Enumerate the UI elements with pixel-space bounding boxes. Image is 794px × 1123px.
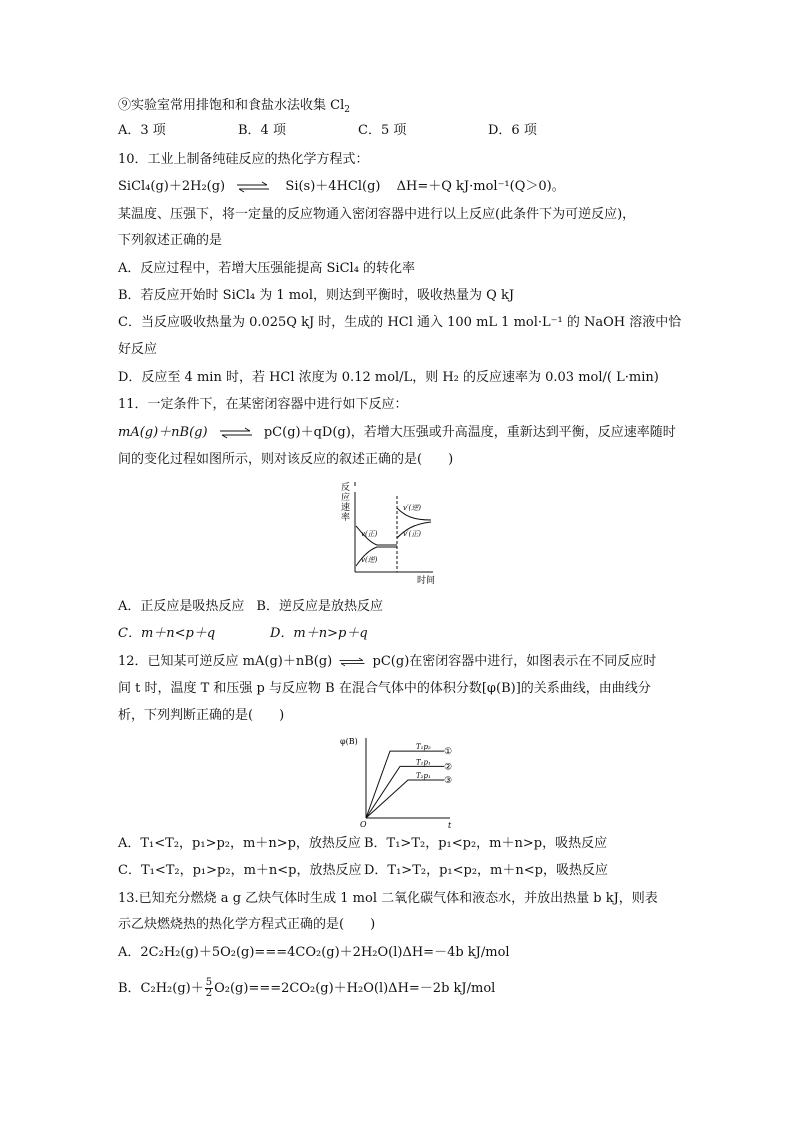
q12-option-c: C．T₁<T₂，p₁>p₂，m＋n<p，放热反应 — [118, 863, 362, 878]
q12-stem-line3: 析，下列判断正确的是( ) — [118, 708, 285, 723]
q12-option-d: D．T₁>T₂，p₁<p₂，m＋n<p，吸热反应 — [364, 863, 608, 878]
q12-ylabel: φ(B) — [340, 737, 358, 746]
q12-title: 12．已知某可逆反应 mA(g)＋nB(g) pC(g)在密闭容器中进行，如图表示在不同反应时 — [118, 654, 657, 669]
q11-equation: mA(g)＋nB(g) pC(g)＋qD(g)，若增大压强或升高温度，重新达到平衡，反应速率随时 — [118, 425, 676, 440]
q11-ylabel-3: 速 — [341, 503, 351, 513]
q12-curve-label-2: T₁p₁ — [416, 758, 431, 767]
q10-stem-line1: 某温度、压强下，将一定量的反应物通入密闭容器中进行以上反应(此条件下为可逆反应)， — [118, 207, 636, 222]
q12-origin-label: O — [360, 820, 367, 829]
q11-options-row1 — [118, 597, 383, 617]
q13-option-a: A．2C₂H₂(g)＋5O₂(g)===4CO₂(g)＋2H₂O(l)ΔH=－4b kJ/mol — [118, 945, 510, 960]
q10-option-c-cont: 好反应 — [118, 342, 158, 357]
q12-curve-mark-3: ③ — [444, 776, 453, 786]
q11-option-c: C．m＋n<p＋q — [118, 626, 216, 641]
q11-label-v-rev: v(逆) — [361, 556, 378, 564]
q13-stem-line1: 13.已知充分燃烧 a g 乙炔气体时生成 1 mol 二氧化碳气体和液态水，并放出热量 b kJ，则表 — [118, 891, 658, 906]
q11-ylabel-1: 反 — [341, 483, 351, 493]
q9-option-c: C．5 项 — [358, 123, 407, 138]
q11-label-v-fwd: v(正) — [361, 530, 378, 538]
q11-option-a: A．正反应是吸热反应 — [118, 599, 245, 614]
q11-ylabel-4: 率 — [341, 513, 351, 523]
q13-option-b: B．C₂H₂(g)＋ $\frac{5}{2}$ O₂(g)===2CO₂(g)＋H₂O(l)ΔH=－2b kJ/mol — [118, 977, 496, 999]
q11-option-b: B．逆反应是放热反应 — [256, 599, 383, 614]
q11-stem-line2: 间的变化过程如图所示，则对该反应的叙述正确的是( ) — [118, 452, 454, 467]
q12-option-a: A．T₁<T₂，p₁>p₂，m＋n>p，放热反应 — [118, 836, 361, 851]
q10-equation: SiCl₄(g)＋2H₂(g) Si(s)＋4HCl(g) ΔH=＋Q kJ·mol⁻¹(Q＞0)。 — [118, 179, 565, 194]
q12-options-row1 — [118, 834, 607, 854]
q13-stem-line2: 示乙炔燃烧热的热化学方程式正确的是( ) — [118, 917, 376, 932]
q9-stem: ⑨实验室常用排饱和和食盐水法收集 $Cl_2$ — [118, 98, 350, 115]
q12-curve-label-3: T₂p₁ — [416, 772, 431, 780]
q12-curve-label-1: T₁p₂ — [416, 743, 431, 752]
q9-options — [118, 121, 537, 141]
q11-options-row2 — [118, 624, 368, 644]
q11-label-vp-rev: v′(逆) — [403, 504, 422, 512]
equilibrium-arrow-icon — [338, 656, 366, 668]
q12-curve-group — [366, 743, 452, 818]
fraction-five-halves: $\frac{5}{2}$ — [205, 977, 213, 999]
q12-phi-time-graph — [338, 732, 458, 832]
q9-option-a: A．3 项 — [118, 123, 166, 138]
q11-ylabel-2: 应 — [341, 493, 351, 503]
q11-option-d: D．m＋n>p＋q — [270, 626, 368, 641]
q9-option-b: B．4 项 — [238, 123, 286, 138]
q12-option-b: B．T₁>T₂，p₁<p₂，m＋n>p，吸热反应 — [364, 836, 608, 851]
q12-options-row2 — [118, 861, 608, 881]
q10-option-d: D．反应至 4 min 时，若 HCl 浓度为 0.12 mol/L，则 H₂ 的反应速率为 0.03 mol/( L·min) — [118, 370, 659, 385]
q12-stem-line2: 间 t 时，温度 T 和压强 p 与反应物 B 在混合气体中的体积分数[φ(B)]的关系曲线，由曲线分 — [118, 681, 651, 696]
q10-option-a: A．反应过程中，若增大压强能提高 SiCl₄ 的转化率 — [118, 261, 416, 276]
equilibrium-arrow-icon — [218, 427, 254, 439]
q11-title: 11．一定条件下，在某密闭容器中进行如下反应： — [118, 397, 408, 412]
equilibrium-arrow-icon — [235, 181, 271, 193]
q9-option-d: D．6 项 — [488, 123, 537, 138]
q11-label-vp-fwd: v′(正) — [403, 530, 422, 538]
q10-stem-line2: 下列叙述正确的是 — [118, 233, 223, 248]
q12-xlabel: t — [448, 821, 452, 830]
q11-rate-time-graph — [335, 478, 440, 590]
q10-option-b: B．若反应开始时 SiCl₄ 为 1 mol，则达到平衡时，吸收热量为 Q kJ — [118, 288, 515, 303]
q11-xlabel: 时间 — [417, 576, 436, 586]
q12-curve-2 — [366, 766, 444, 818]
q10-option-c: C．当反应吸收热量为 0.025Q kJ 时，生成的 HCl 通入 100 mL 1 mol·L⁻¹ 的 NaOH 溶液中恰 — [118, 315, 682, 330]
q10-title: 10．工业上制备纯硅反应的热化学方程式： — [118, 152, 369, 167]
q12-curve-mark-2: ② — [444, 762, 453, 773]
q12-curve-mark-1: ① — [444, 747, 453, 758]
